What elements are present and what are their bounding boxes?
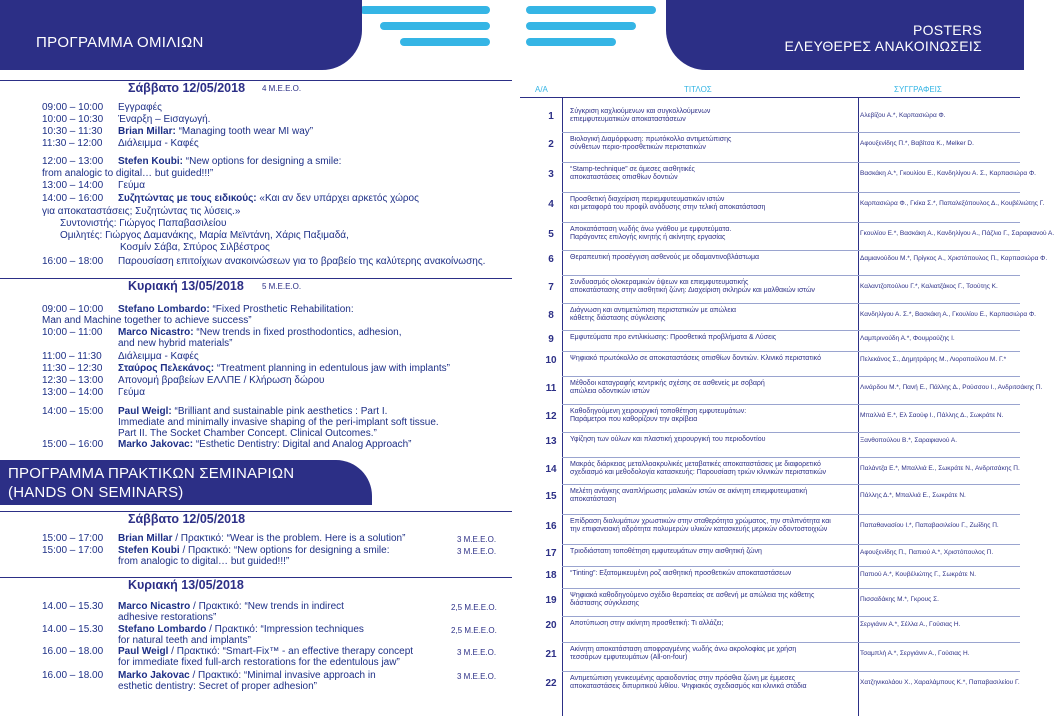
divider — [562, 484, 1020, 485]
seminar-credit: 3 Μ.Ε.Ε.Ο. — [457, 547, 497, 556]
time-slot: 16.00 – 18.00 — [42, 670, 104, 681]
divider — [562, 514, 1020, 515]
saturday-credit: 4 Μ.Ε.Ε.Ο. — [262, 84, 302, 93]
decor-stripe — [526, 22, 636, 30]
seminar-row — [42, 533, 405, 544]
poster-title-line: αποκαταστάσεις οπισθίων δοντιών — [570, 174, 678, 181]
session-title: “New options for designing a smile: — [185, 156, 342, 167]
poster-title — [570, 108, 858, 124]
poster-title-line: Προσθετική διαχείριση περιεμφυτευματικών ιστών — [570, 196, 725, 203]
decor-stripe — [360, 6, 490, 14]
time-slot: 11:30 – 12:00 — [42, 138, 103, 149]
seminar-credit: 3 Μ.Ε.Ε.Ο. — [457, 672, 497, 681]
session-continuation: esthetic dentistry: Secret of proper adhesion” — [118, 681, 317, 692]
session-title: / Πρακτικό: “Minimal invasive approach in — [189, 670, 376, 681]
poster-title-line: Υφίζηση των ούλων και πλαστική χειρουργική του περιοδοντίου — [570, 436, 766, 443]
poster-number: 9 — [548, 334, 554, 345]
divider — [562, 671, 1020, 672]
poster-number: 18 — [545, 570, 557, 581]
speaker-name: Paul Weigl — [118, 646, 169, 657]
poster-title-line: “Tinting”: Εξατομικευμένη ροζ αισθητική προσθετικών αποκαταστάσεων — [570, 570, 792, 577]
divider — [562, 275, 1020, 276]
poster-title-line: Αντιμετώπιση γενικευμένης αραιοδοντίας στην πρόσθια ζώνη με έμμεσες — [570, 675, 796, 682]
program-row — [42, 351, 199, 362]
time-slot: 15:00 – 17:00 — [42, 533, 104, 544]
program-row — [42, 439, 412, 450]
poster-authors: Λαμπρινούδη Α.*, Φουμρούζης Ι. — [860, 335, 955, 342]
time-slot: 10:00 – 10:30 — [42, 114, 104, 125]
speaker-name: Paul Weigl: — [118, 406, 172, 417]
poster-title — [570, 675, 858, 691]
speaker-name: Σταύρος Πελεκάνος: — [118, 363, 215, 374]
poster-title-line: απώλεια οδοντικών ιστών — [570, 388, 650, 395]
poster-authors: Κανδηλίγου Α. Σ.*, Βασκάκη Α., Γκουλίου Ε., Καρπασιώρα Φ. — [860, 311, 1036, 318]
saturday-header — [0, 80, 512, 97]
divider — [562, 642, 1020, 643]
poster-title-line: Θεραπευτική προσέγγιση ασθενούς με οδαμαντινοβλάστωμα — [570, 254, 760, 261]
session-title: Παρουσίαση επιτοίχιων ανακοινώσεων για το βραβείο της καλύτερης ανακοίνωσης. — [118, 256, 486, 267]
poster-title-line: διάστασης σύγκλεισης — [570, 600, 639, 607]
poster-title-line: Σύγκριση καχλιούμενων και συγκολλούμενων — [570, 108, 711, 115]
seminar-saturday-header — [0, 511, 512, 528]
session-title: / Πρακτικό: “Smart-Fix™ - an effective therapy concept — [168, 646, 414, 657]
poster-number: 4 — [548, 199, 554, 210]
lombardo-continuation: Man and Machine together to achieve success” — [42, 315, 252, 326]
table-header — [512, 85, 1024, 97]
col-num-header: Α/Α — [535, 85, 548, 94]
poster-authors: Γκουλίου Ε.*, Βασκάκη Α., Κανδηλίγου Α., Πάζλιο Γ., Σαραφιανού Α. — [860, 230, 1054, 237]
poster-authors: Καλαντζοπούλου Γ.*, Καλιατζάκος Γ., Τσούτης Κ. — [860, 283, 998, 290]
decor-stripe — [400, 38, 490, 46]
poster-title — [570, 136, 858, 152]
session-title: Διάλειμμα - Καφές — [118, 138, 199, 149]
saturday-title: Σάββατο 12/05/2018 — [128, 81, 246, 95]
program-row — [42, 406, 387, 417]
session-title: Απονομή βραβείων ΕΛΛΠΕ / Κλήρωση δώρου — [118, 375, 325, 386]
poster-title-line: Διάγνωση και αντιμετώπιση περιστατικών με απώλεια — [570, 307, 737, 314]
poster-authors: Πάλλης Δ.*, Μπαλλιά Ε., Σωκράτε Ν. — [860, 492, 966, 499]
seminar-credit: 3 Μ.Ε.Ε.Ο. — [457, 535, 497, 544]
panel-speakers: Ομιλητές: Γιώργος Δαμανάκης, Μαρία Μεϊντάνη, Χάρις Παξιμαδά, — [60, 230, 349, 241]
poster-title — [570, 196, 858, 212]
speaker-name: Brian Millar: — [118, 126, 176, 137]
divider — [562, 303, 1020, 304]
poster-title-line: σύνθετων περιο-προσθετικών περιστατικών — [570, 144, 706, 151]
poster-title-line: σχεδιασμό και μεθοδολογία κατασκευής: Παρουσίαση τριών κλινικών περιστατικών — [570, 469, 827, 476]
poster-number: 6 — [548, 254, 554, 265]
poster-title-line: Μακράς διάρκειας μεταλλοακρυλικές μεταβατικές αποκαταστάσεις με διαφορετικό — [570, 461, 821, 468]
program-row — [42, 138, 199, 149]
divider — [562, 588, 1020, 589]
poster-title — [570, 488, 858, 504]
poster-title-line: Εμφυτεύματα προ εντιλικίωσης: Προσθετικά προβλήματα & Λύσεις — [570, 334, 777, 341]
koubi-continuation: from analogic to digital… but guided!!!” — [42, 168, 214, 179]
program-row — [42, 304, 354, 315]
divider — [562, 616, 1020, 617]
divider — [562, 162, 1020, 163]
seminar-row — [42, 646, 413, 657]
poster-authors: Παλάντζα Ε.*, Μπαλλιά Ε., Σωκράτε Ν., Ανδριτσάκης Π. — [860, 465, 1020, 472]
program-row — [42, 114, 210, 125]
session-title: “Esthetic Dentistry: Digital and Analog Approach” — [195, 439, 412, 450]
seminars-banner — [0, 460, 372, 505]
poster-number: 5 — [548, 229, 554, 240]
poster-authors: Σεργιάνιν Α.*, Σέλλα Α., Γούσιας Η. — [860, 621, 961, 628]
poster-number: 3 — [548, 169, 554, 180]
time-slot: 14:00 – 15:00 — [42, 406, 104, 417]
program-row — [42, 327, 401, 338]
divider — [858, 98, 859, 716]
divider — [562, 351, 1020, 352]
poster-number: 19 — [545, 595, 557, 606]
decor-stripe — [380, 22, 490, 30]
posters-banner — [666, 0, 1024, 70]
seminar-sunday-title: Κυριακή 13/05/2018 — [128, 578, 244, 592]
poster-title — [570, 254, 858, 262]
poster-authors: Χατζηνικολάου Χ., Χαραλάμπους Κ.*, Παπαβασιλείου Γ. — [860, 679, 1020, 686]
seminar-row — [42, 601, 344, 612]
poster-title-line: “Stamp-technique” σε άμεσες αισθητικές — [570, 166, 695, 173]
poster-title — [570, 436, 858, 444]
program-banner — [0, 0, 362, 70]
speaker-name: Συζητώντας με τους ειδικούς: — [118, 193, 257, 204]
poster-authors: Καρπασιώρα Φ., Γκίκα Σ.*, Παπαλεξόπουλος Δ., Κουβέλιώτης Γ. — [860, 200, 1045, 207]
time-slot: 10:30 – 11:30 — [42, 126, 103, 137]
time-slot: 11:30 – 12:30 — [42, 363, 103, 374]
poster-title-line: επιεμφυτευματικών αποκαταστάσεων — [570, 116, 686, 123]
program-row — [42, 180, 145, 191]
time-slot: 13:00 – 14:00 — [42, 180, 104, 191]
speaker-name: Stefen Koubi — [118, 545, 180, 556]
divider — [562, 404, 1020, 405]
koubi-seminar-continuation: from analogic to digital… but guided!!!” — [118, 556, 290, 567]
speaker-name: Marco Nicastro — [118, 601, 191, 612]
session-continuation: adhesive restorations” — [118, 612, 217, 623]
col-title-header: ΤΙΤΛΟΣ — [684, 85, 712, 94]
poster-title-line: Μελέτη ανάγκης αναπλήρωσης μαλακών ιστών σε ακίνητη επιεμφυτευματική — [570, 488, 808, 495]
session-title: / Πρακτικό: “New trends in indirect — [190, 601, 344, 612]
seminar-credit: 2,5 Μ.Ε.Ε.Ο. — [451, 603, 497, 612]
poster-title — [570, 461, 858, 477]
session-title: Γεύμα — [118, 387, 145, 398]
divider — [562, 98, 563, 716]
sunday-credit: 5 Μ.Ε.Ε.Ο. — [262, 282, 302, 291]
poster-number: 16 — [545, 521, 557, 532]
time-slot: 16:00 – 18:00 — [42, 256, 104, 267]
divider — [562, 330, 1020, 331]
time-slot: 12:00 – 13:00 — [42, 156, 104, 167]
session-title: “Brilliant and sustainable pink aesthetics : Part I. — [174, 406, 388, 417]
time-slot: 14:00 – 16:00 — [42, 193, 104, 204]
speaker-name: Marko Jakovac — [118, 670, 190, 681]
decor-stripe — [526, 38, 616, 46]
poster-title-line: Επίδραση διαλυμάτων χρωστικών στην σταθερότητα χρώματος, την στιλπνότητα και — [570, 518, 831, 525]
poster-authors: Παπαθανασίου Ι.*, Παπαβασιλείου Γ., Ζωΐδης Π. — [860, 522, 999, 529]
session-title: Γεύμα — [118, 180, 145, 191]
poster-title — [570, 307, 858, 323]
weigl-continuation: Immediate and minimally invasive shaping of the peri-implant soft tissue. — [118, 417, 439, 428]
session-title: Έναρξη – Εισαγωγή. — [118, 114, 211, 125]
left-page — [0, 0, 512, 719]
poster-number: 1 — [548, 111, 554, 122]
poster-title — [570, 620, 858, 628]
poster-title — [570, 279, 858, 295]
divider — [562, 376, 1020, 377]
poster-title — [570, 592, 858, 608]
poster-title — [570, 408, 858, 424]
divider — [520, 97, 1020, 98]
sunday-title: Κυριακή 13/05/2018 — [128, 279, 244, 293]
poster-number: 17 — [545, 548, 557, 559]
time-slot: 14.00 – 15.30 — [42, 601, 104, 612]
poster-title-line: τεσσάρων εμφυτευμάτων (All-on-four) — [570, 654, 688, 661]
speaker-name: Brian Millar — [118, 533, 173, 544]
panel-continuation: για αποκαταστάσεις; Συζητώντας τις λύσεις.» — [42, 206, 241, 217]
seminars-title: ΠΡΟΓΡΑΜΜΑ ΠΡΑΚΤΙΚΩΝ ΣΕΜΙΝΑΡΙΩΝ — [8, 465, 295, 482]
poster-number: 8 — [548, 310, 554, 321]
poster-title-line: Μέθοδοι καταγραφής κεντρικής σχέσης σε ασθενείς με σοβαρή — [570, 380, 765, 387]
seminar-credit: 2,5 Μ.Ε.Ε.Ο. — [451, 626, 497, 635]
poster-number: 20 — [545, 620, 557, 631]
poster-number: 22 — [545, 678, 557, 689]
speaker-name: Stefano Lombardo: — [118, 304, 210, 315]
time-slot: 15:00 – 17:00 — [42, 545, 104, 556]
divider — [562, 457, 1020, 458]
weigl-continuation: Part II. The Socket Chamber Concept. Clinical Outcomes.” — [118, 428, 377, 439]
poster-title — [570, 570, 858, 578]
seminar-row — [42, 624, 364, 635]
poster-title-line: και μεταφορά του προφίλ ανάδυσης στην τελική αποκατάσταση — [570, 204, 766, 211]
session-continuation: for natural teeth and implants” — [118, 635, 251, 646]
program-row — [42, 256, 485, 267]
seminars-subtitle: (HANDS ON SEMINARS) — [8, 484, 184, 501]
poster-authors: Αλεβίζου Α.*, Καρπασιώρα Φ. — [860, 112, 946, 119]
seminar-saturday-title: Σάββατο 12/05/2018 — [128, 512, 246, 526]
time-slot: 10:00 – 11:00 — [42, 327, 103, 338]
speaker-name: Marko Jakovac: — [118, 439, 194, 450]
time-slot: 11:00 – 11:30 — [42, 351, 102, 362]
poster-title-line: Ψηφιακά καθοδηγούμενο σχέδιο θεραπείας σε ασθενή με απώλεια της κάθετης — [570, 592, 815, 599]
poster-title — [570, 646, 858, 662]
right-page — [512, 0, 1054, 719]
seminar-row — [42, 545, 390, 556]
poster-title-line: Συνδυασμός ολοκεραμικών όψεων και επιεμφυτευματικής — [570, 279, 749, 286]
poster-title — [570, 226, 858, 242]
poster-title-line: Τριοδιάστατη τοποθέτηση εμφυτευμάτων στην αισθητική ζώνη — [570, 548, 762, 555]
poster-authors: Αφουξενίδης Π.*, Βαβίτσα Κ., Melker D. — [860, 140, 974, 147]
poster-title-line: κάθετης διάστασης σύγκλεισης — [570, 315, 666, 322]
session-title: «Και αν δεν υπάρχει αρκετός χώρος — [259, 193, 419, 204]
divider — [562, 432, 1020, 433]
poster-title — [570, 166, 858, 182]
poster-title-line: Ακίνητη αποκατάσταση αποφραγμένης νωδής άνω ακρολοφίας με χρήση — [570, 646, 797, 653]
posters-title: POSTERS — [912, 22, 982, 38]
session-title: / Πρακτικό: “Impression techniques — [206, 624, 364, 635]
poster-title-line: αποκατάστασης στην αισθητική ζώνη: Διαχείριση σκληρών και μαλθακών ιστών — [570, 287, 815, 294]
poster-authors: Παπιού Α.*, Κουβέλιώτης Γ., Σωκράτε Ν. — [860, 571, 976, 578]
poster-title — [570, 334, 858, 342]
panel-moderator: Συντονιστής: Γιώργος Παπαβασιλείου — [60, 218, 227, 229]
divider — [562, 566, 1020, 567]
poster-title-line: Ψηφιακό πρωτόκολλο σε αποκαταστάσεις οπισθίων δοντιών. Κλινικό περιστατικό — [570, 355, 821, 362]
divider — [562, 222, 1020, 223]
seminar-sunday-header — [0, 577, 512, 594]
poster-authors: Βασκάκη Α.*, Γκουλίου Ε., Κανδηλίγου Α. Σ., Καρπασιώρα Φ. — [860, 170, 1036, 177]
poster-title-line: Καθοδηγούμενη χειρουργική τοποθέτηση εμφυτευμάτων: — [570, 408, 747, 415]
session-title: Εγγραφές — [118, 102, 162, 113]
divider — [562, 132, 1020, 133]
sunday-header — [0, 278, 512, 295]
divider — [562, 544, 1020, 545]
session-title: Διάλειμμα - Καφές — [118, 351, 199, 362]
program-title: ΠΡΟΓΡΑΜΜΑ ΟΜΙΛΙΩΝ — [36, 34, 204, 51]
program-row — [42, 102, 162, 113]
session-title: “Managing tooth wear MI way” — [178, 126, 314, 137]
session-continuation: for immediate fixed full-arch restorations for the edentulous jaw” — [118, 657, 400, 668]
poster-authors: Μπαλλιά Ε.*, Ελ Σαούφ Ι., Πάλλης Δ., Σωκράτε Ν. — [860, 412, 1004, 419]
poster-number: 12 — [545, 411, 557, 422]
session-title: “Fixed Prosthetic Rehabilitation: — [212, 304, 354, 315]
poster-title-line: Αποκατάσταση νωδής άνω γνάθου με εμφυτεύματα. — [570, 226, 732, 233]
time-slot: 16.00 – 18.00 — [42, 646, 104, 657]
program-row — [42, 126, 313, 137]
poster-authors: Ξανθοπούλου Β.*, Σαραφιανού Α. — [860, 437, 957, 444]
poster-title-line: Παράγοντες επιλογής κινητής ή ακίνητης εργασίας — [570, 234, 726, 241]
program-row — [42, 363, 450, 374]
poster-number: 2 — [548, 139, 554, 150]
time-slot: 14.00 – 15.30 — [42, 624, 104, 635]
poster-title-line: αποκατάσταση — [570, 496, 617, 503]
speaker-name: Stefen Koubi: — [118, 156, 183, 167]
time-slot: 12:30 – 13:00 — [42, 375, 104, 386]
poster-title-line: Παράμετροι που καθορίζουν την ακρίβεια — [570, 416, 698, 423]
poster-number: 10 — [545, 355, 557, 366]
speaker-name: Marco Nicastro: — [118, 327, 194, 338]
poster-number: 21 — [545, 649, 557, 660]
poster-authors: Πελεκάνος Σ., Δημητράρης Μ., Λιοροπούλου Μ. Γ.* — [860, 356, 1007, 363]
poster-number: 14 — [545, 464, 557, 475]
poster-title-line: Βιολογική Διαμόρφωση: πρωτόκολλο αντιμετώπισης — [570, 136, 732, 143]
poster-title — [570, 518, 858, 534]
session-title: / Πρακτικό: “New options for designing a smile: — [179, 545, 390, 556]
poster-authors: Δαμιανούδου Μ.*, Πρίγκος Α., Χριστόπουλος Π., Καρπασιώρα Φ. — [860, 255, 1048, 262]
divider — [562, 192, 1020, 193]
poster-title-line: αποκαταστάσεις διπυριτικού λιθίου. Ψηφιακός σχεδιασμός και κλινικά στάδια — [570, 683, 807, 690]
program-row — [42, 193, 419, 204]
program-row — [42, 156, 341, 167]
time-slot: 15:00 – 16:00 — [42, 439, 104, 450]
poster-authors: Πισσαδάκης Μ.*, Γκρους Σ. — [860, 596, 939, 603]
session-title: “Treatment planning in edentulous jaw with implants” — [216, 363, 450, 374]
time-slot: 09:00 – 10:00 — [42, 304, 104, 315]
panel-speakers: Κοσμίν Σάβα, Σπύρος Σιλβέστρος — [120, 242, 270, 253]
speaker-name: Stefano Lombardo — [118, 624, 207, 635]
poster-number: 11 — [545, 383, 557, 394]
poster-authors: Τσαμπλή Α.*, Σεργιάνιν Α., Γούσιας Η. — [860, 650, 970, 657]
poster-number: 13 — [545, 436, 557, 447]
program-row — [42, 375, 324, 386]
poster-title — [570, 380, 858, 396]
poster-authors: Αφουξενίδης Π., Παπιού Α.*, Χριστόπουλος Π. — [860, 549, 994, 556]
posters-subtitle: ΕΛΕΥΘΕΡΕΣ ΑΝΑΚΟΙΝΩΣΕΙΣ — [784, 38, 982, 54]
session-title: “New trends in fixed prosthodontics, adhesion, — [196, 327, 402, 338]
program-row — [42, 387, 145, 398]
poster-number: 15 — [545, 491, 557, 502]
seminar-row — [42, 670, 376, 681]
poster-title — [570, 548, 858, 556]
nicastro-continuation: and new hybrid materials” — [118, 338, 233, 349]
session-title: / Πρακτικό: “Wear is the problem. Here is a solution” — [172, 533, 406, 544]
time-slot: 09:00 – 10:00 — [42, 102, 104, 113]
poster-number: 7 — [548, 282, 554, 293]
col-authors-header: ΣΥΓΓΡΑΦΕΙΣ — [894, 85, 942, 94]
time-slot: 13:00 – 14:00 — [42, 387, 104, 398]
poster-title — [570, 355, 858, 363]
divider — [562, 250, 1020, 251]
decor-stripe — [526, 6, 656, 14]
poster-authors: Λινάρδου Μ.*, Πανή Ε., Πάλλης Δ., Ρούσσου Ι., Ανδριτσάκης Π. — [860, 384, 1043, 391]
seminar-credit: 3 Μ.Ε.Ε.Ο. — [457, 648, 497, 657]
poster-title-line: την επιφανειακή αδρότητα πολυμερών υλικών κατασκευής μερικών οδοντοστοιχιών — [570, 526, 828, 533]
poster-title-line: Αποτύπωση στην ακίνητη προσθετική: Τι αλλάζει; — [570, 620, 724, 627]
